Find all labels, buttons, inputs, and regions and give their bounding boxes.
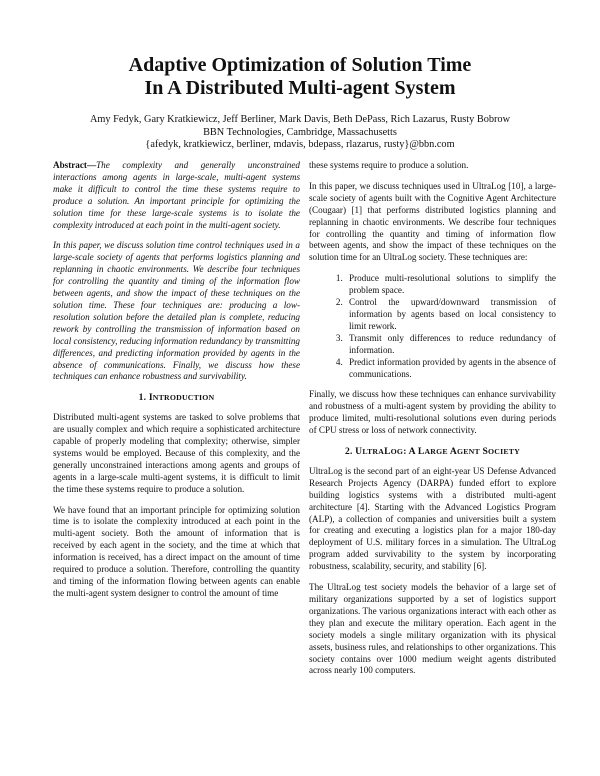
right-column <box>309 160 556 686</box>
paper-title <box>0 54 600 100</box>
authors: Amy Fedyk, Gary Kratkiewicz, Jeff Berliner, Mark Davis, Beth DePass, Rich Lazarus, Rusty Bobrow <box>89 114 511 125</box>
section-heading-smallcaps: ARGE <box>424 447 448 457</box>
techniques-list <box>309 273 556 380</box>
abstract-label: Abstract— <box>53 160 97 170</box>
title-line-1: Adaptive Optimization of Solution Time <box>128 54 472 76</box>
section-heading-part: S <box>479 446 489 458</box>
list-item: 4. Predict information provided by agents in the absence of communications. <box>345 357 556 381</box>
ultralog-paragraph-2: The UltraLog test society models the behavior of a large set of military organizations supported by a set of logistics support organizations. The various organizations interact with each other as they plan and execute the military operation. Each agent in the society models a single military organization with its physical assets, business rules, and relationships to other organizations. This society contains over 1000 medium weight agents distributed across nearly 100 computers. <box>309 582 556 676</box>
list-item: 3. Transmit only differences to reduce redundancy of information. <box>345 333 556 357</box>
section-heading-smallcaps: OCIETY <box>488 447 521 457</box>
section-heading-part: 1. I <box>138 392 153 404</box>
section-heading-smallcaps: GENT <box>457 447 480 457</box>
title-line-2: In A Distributed Multi-agent System <box>144 77 456 99</box>
list-item: 1. Produce multi-resolutional solutions to simplify the problem space. <box>345 273 556 297</box>
section-heading-introduction <box>53 392 300 404</box>
emails: {afedyk, kratkiewicz, berliner, mdavis, bdepass, rlazarus, rusty}@bbn.com <box>145 139 455 150</box>
section-heading-part: 2. U <box>344 446 363 458</box>
section-heading-smallcaps: NTRODUCTION <box>152 393 215 403</box>
abstract-paragraph-1 <box>53 160 300 231</box>
survivability-paragraph: Finally, we discuss how these techniques can enhance survivability and robustness of a multi-agent system by providing the ability to produce limited, multi-resolutional solutions even during periods of CPU stress or loss of network connectivity. <box>309 389 556 436</box>
continued-paragraph: these systems require to produce a solution. <box>309 160 469 170</box>
paper-scope-paragraph: In this paper, we discuss techniques used in UltraLog [10], a large-scale society of agents built with the Cognitive Agent Architecture (Cougaar) [1] that performs distributed logistics planning and replanning in chaotic environments. We describe four techniques for controlling the quantity and timing of information flow between agents, and show the impact of these techniques on the solution time for an UltraLog society. These techniques are: <box>309 180 556 263</box>
affiliation: BBN Technologies, Cambridge, Massachusetts <box>203 126 397 138</box>
intro-paragraph-2: We have found that an important principle for optimizing solution time is to isolate the complexity introduced at each point in the multi-agent society. Both the amount of information that is received by each agent in the society, and the time at which that information is received, has a direct impact on the amount of time required to produce a solution. Therefore, controlling the quantity and timing of the information flowing between agents can enable the multi-agent system designer to control the amount of time <box>53 504 300 598</box>
section-heading-smallcaps: OG <box>390 447 404 457</box>
section-heading-part: A <box>447 446 457 458</box>
abstract-paragraph-2: In this paper, we discuss solution time control techniques used in a large-scale society of agents that performs logistics planning and replanning in chaotic environments. We describe four techniques for controlling the quantity and timing of the information flow between agents, and show the impact of these techniques on the solution time. These four techniques are: producing a low-resolution solution before the detailed plan is complete, reducing rework by controlling the transmission of information based on local consistency, reducing information redundancy by transmitting differences, and predicting information provided by agents in the absence of communications. Finally, we discuss how these techniques can enhance robustness and survivability. <box>53 240 300 382</box>
left-column <box>53 160 300 609</box>
section-heading-ultralog <box>309 446 556 458</box>
author-block <box>0 114 600 152</box>
list-item: 2. Control the upward/downward transmission of information by agents based on local consistency to limit rework. <box>345 297 556 333</box>
section-heading-part: : A L <box>403 446 425 458</box>
ultralog-paragraph-1: UltraLog is the second part of an eight-year US Defense Advanced Research Projects Agency (DARPA) funded effort to explore building logistics systems with a distributed multi-agent architecture [4]. Starting with the Advanced Logistics Program (ALP), a collection of companies and universities built a system for creating and executing a logistics plan for a major 180-day deployment of U.S. military forces in a simulation. The UltraLog program added survivability to the system by incorporating robustness, scalability, security, and stability [6]. <box>309 465 556 572</box>
intro-paragraph-1: Distributed multi-agent systems are tasked to solve problems that are usually complex and which require a sophisticated architecture capable of properly modeling that complexity; otherwise, simpler systems would be employed. Because of this complexity, and the generally unconstrained interactions among agents and groups of agents in a large-scale multi-agent systems, it is difficult to limit the time these systems require to produce a solution. <box>53 412 300 494</box>
section-heading-smallcaps: LTRA <box>362 447 385 457</box>
section-heading-part: L <box>384 446 391 458</box>
abstract-text-1: The complexity and generally unconstrained interactions among agents in large-scale, multi-agent systems make it difficult to control the time these systems require to produce a solution. An important principle for optimizing the solution time for these large-scale systems is to isolate the complexity introduced at each point in the multi-agent society. <box>53 160 300 230</box>
